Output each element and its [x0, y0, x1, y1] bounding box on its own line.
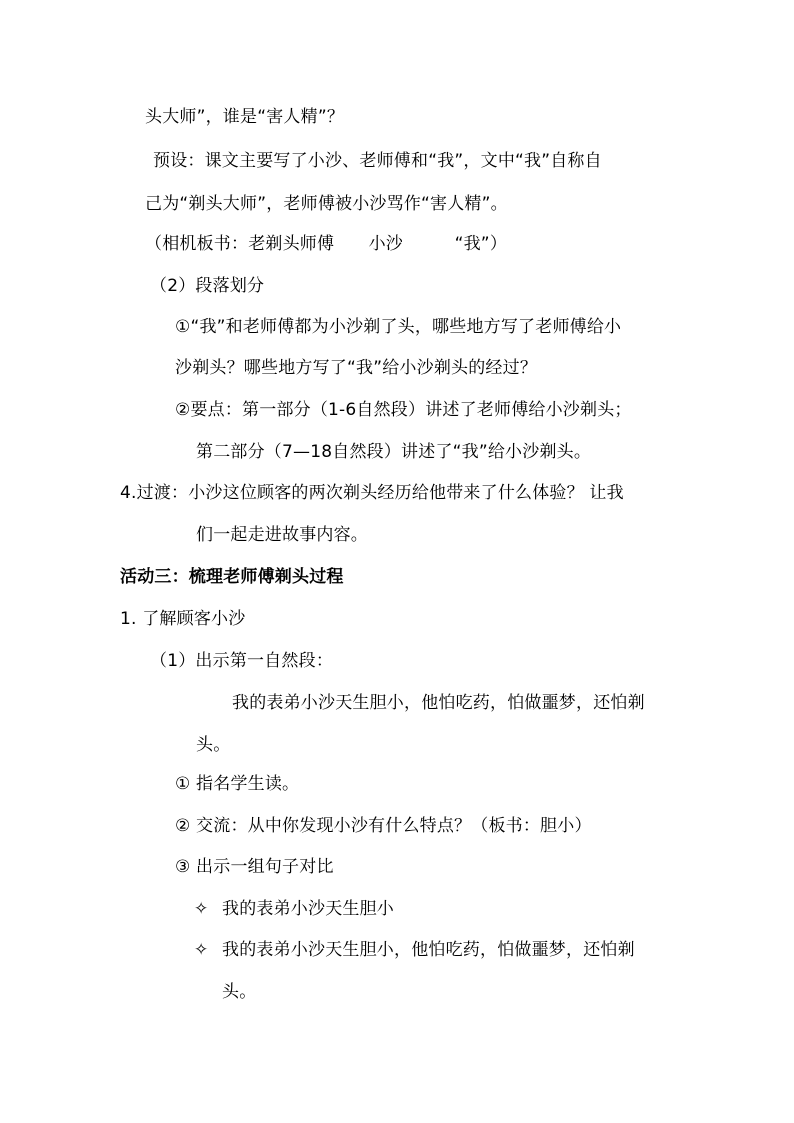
quote-line: 头。: [196, 735, 231, 755]
text-line: ①“我”和老师傅都为小沙剃了头，哪些地方写了老师傅给小: [175, 317, 622, 337]
text-line: 4.过渡：小沙这位顾客的两次剃头经历给他带来了什么体验？ 让我: [120, 483, 624, 503]
text-line: ① 指名学生读。: [175, 774, 300, 794]
section-heading: 活动三：梳理老师傅剃头过程: [120, 567, 344, 587]
text-line: 沙剃头？哪些地方写了“我”给小沙剃头的经过？: [175, 358, 538, 378]
text-line: 第二部分（7—18自然段）讲述了“我”给小沙剃头。: [196, 442, 592, 462]
text-line: （1）出示第一自然段：: [150, 651, 334, 671]
text-line: 头大师”，谁是“害人精”？: [145, 107, 345, 127]
quote-line: 我的表弟小沙天生胆小，他怕吃药，怕做噩梦，还怕剃: [232, 693, 645, 713]
text-line: 己为“剃头大师”，老师傅被小沙骂作“害人精”。: [145, 194, 508, 214]
text-line: （2）段落划分: [150, 276, 265, 296]
text-line: （相机板书：老剃头师傅 小沙 “我”）: [145, 234, 508, 254]
text-line: ②要点：第一部分（1-6自然段）讲述了老师傅给小沙剃头；: [175, 400, 632, 420]
text-line: 头。: [222, 982, 257, 1002]
text-line: ③ 出示一组句子对比: [175, 857, 334, 877]
text-line: ② 交流：从中你发现小沙有什么特点？（板书：胆小）: [175, 816, 592, 836]
text-line: 们一起走进故事内容。: [196, 525, 368, 545]
bullet-text: 我的表弟小沙天生胆小: [222, 899, 394, 919]
text-line: 预设：课文主要写了小沙、老师傅和“我”，文中“我”自称自: [153, 151, 602, 171]
diamond-bullet-icon: ✧: [194, 940, 209, 960]
diamond-bullet-icon: ✧: [194, 899, 209, 919]
bullet-item: [194, 898, 394, 920]
bullet-text: 我的表弟小沙天生胆小，他怕吃药，怕做噩梦，还怕剃: [222, 940, 635, 960]
text-line: 1. 了解顾客小沙: [120, 609, 246, 629]
bullet-item: [194, 939, 635, 961]
